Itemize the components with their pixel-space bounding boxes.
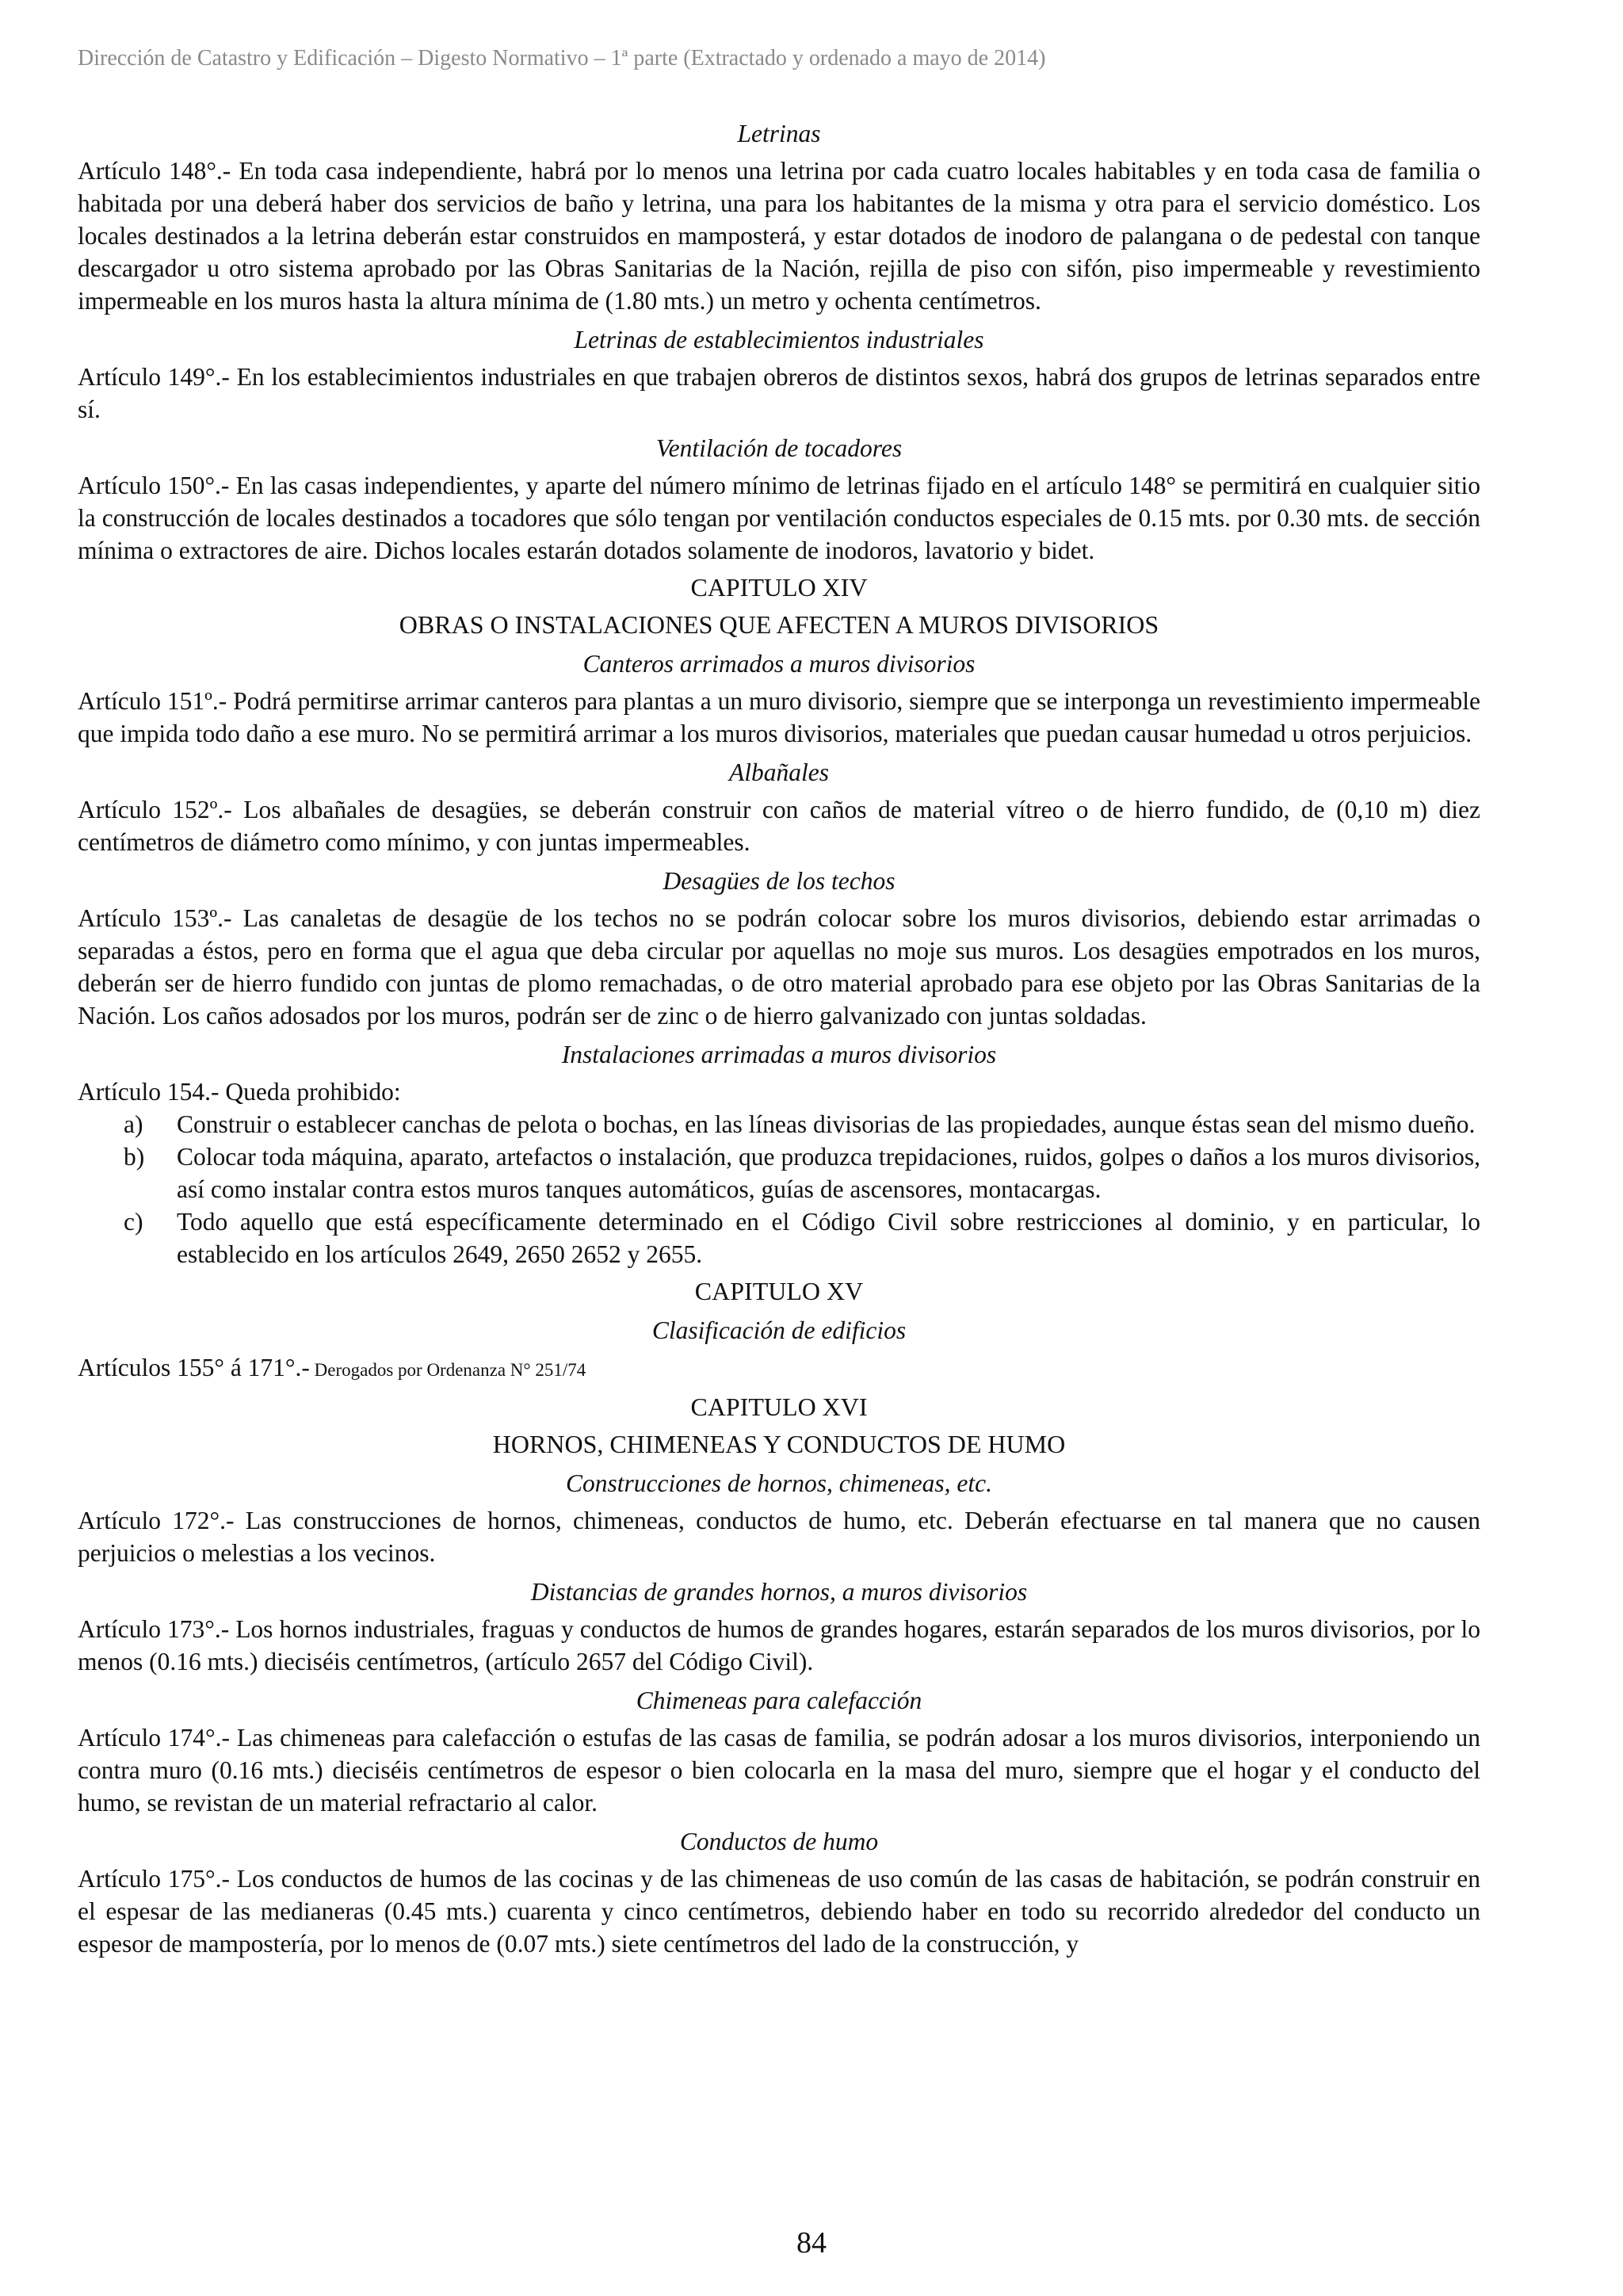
article-label: Artículo 174°.- (78, 1724, 231, 1752)
page-number: 84 (796, 2226, 827, 2260)
article-text: En toda casa independiente, habrá por lo menos una letrina por cada cuatro locales habitables y en toda casa de familia o habitada por una deberá haber dos servicios de baño y letrina, una para los habitantes de la misma y otra para el servicio doméstico. Los locales destinados a la letrina deberán estar construidos en mamposterá, y estar dotados de inodoro de palangana o de pedestal con tanque descargador u otro sistema aprobado por las Obras Sanitarias de la Nación, rejilla de piso con sifón, piso impermeable y revestimiento impermeable en los muros hasta la altura mínima de (1.80 mts.) un metro y ochenta centímetros. (78, 157, 1481, 315)
article-label: Artículos 155° á 171°.- (78, 1354, 310, 1381)
article-paragraph (78, 155, 1480, 317)
article-paragraph (78, 1721, 1480, 1819)
article-paragraph (78, 902, 1480, 1032)
article-label: Artículo 150°.- (78, 472, 230, 499)
section-subtitle: Instalaciones arrimadas a muros divisorios (561, 1041, 997, 1068)
article-text: Podrá permitirse arrimar canteros para plantas a un muro divisorio, siempre que se interponga un revestimiento impermeable que impida todo daño a ese muro. No se permitirá arrimar a los muros divisorios, materiales que puedan causar humedad u otros perjuicios. (78, 687, 1480, 747)
list-item (78, 1140, 1480, 1205)
list-item (78, 1108, 1480, 1140)
article-paragraph (78, 1351, 1480, 1386)
section-subtitle: Desagües de los techos (663, 867, 896, 895)
article-text: Los hornos industriales, fraguas y conductos de humos de grandes hogares, estarán separados de los muros divisorios, por lo menos (0.16 mts.) dieciséis centímetros, (artículo 2657 del Código Civil). (78, 1615, 1480, 1675)
list-item-text: Construir o establecer canchas de pelota o bochas, en las líneas divisorias de las propiedades, aunque éstas sean del mismo dueño. (177, 1110, 1476, 1138)
list-item-marker: b) (124, 1143, 145, 1171)
section-subtitle: Ventilación de tocadores (655, 434, 903, 462)
article-text: Los albañales de desagües, se deberán construir con caños de material vítreo o de hierro fundido, de (0,10 m) diez centímetros de diámetro como mínimo, y con juntas impermeables. (78, 796, 1481, 856)
article-label: Artículo 173°.- (78, 1615, 230, 1643)
chapter-heading: CAPITULO XVI (690, 1392, 868, 1421)
section-subtitle: Construcciones de hornos, chimeneas, etc. (565, 1469, 993, 1497)
article-paragraph (78, 1075, 1480, 1108)
list-item-text: Colocar toda máquina, aparato, artefactos o instalación, que produzca trepidaciones, ruidos, golpes o daños a los muros divisorios, así como instalar contra estos muros tanques automáticos, guías de ascensores, montacargas. (177, 1143, 1480, 1203)
article-label: Artículo 153º.- (78, 904, 232, 932)
article-paragraph (78, 1862, 1480, 1960)
list-item-marker: c) (124, 1208, 143, 1236)
section-subtitle: Chimeneas para calefacción (636, 1687, 922, 1714)
article-paragraph (78, 1504, 1480, 1569)
chapter-heading: CAPITULO XIV (690, 573, 868, 602)
section-subtitle: Albañales (729, 758, 829, 786)
section-subtitle: Distancias de grandes hornos, a muros divisorios (530, 1578, 1028, 1606)
article-label: Artículo 151º.- (78, 687, 227, 715)
article-label: Artículo 172°.- (78, 1507, 235, 1534)
article-label: Artículo 152º.- (78, 796, 232, 823)
chapter-heading: HORNOS, CHIMENEAS Y CONDUCTOS DE HUMO (492, 1430, 1066, 1458)
list-item-marker: a) (124, 1110, 143, 1138)
section-subtitle: Conductos de humo (679, 1828, 879, 1855)
article-text: En las casas independientes, y aparte del número mínimo de letrinas fijado en el artículo 148° se permitirá en cualquier sitio la construcción de locales destinados a tocadores que sólo tengan por ventilación conductos especiales de 0.15 mts. por 0.30 mts. de sección mínima o extractores de aire. Dichos locales estarán dotados solamente de inodoros, lavatorio y bidet. (78, 472, 1480, 564)
article-paragraph (78, 469, 1480, 567)
article-paragraph (78, 685, 1480, 750)
article-text: Las canaletas de desagüe de los techos no se podrán colocar sobre los muros divisorios, debiendo estar arrimadas o separadas a éstos, pero en forma que el agua que deba circular por aquellas no moje sus muros. Los desagües empotrados en los muros, deberán ser de hierro fundido con juntas de plomo remachadas, o de otro material aprobado para ese objeto por las Obras Sanitarias de la Nación. Los caños adosados por los muros, podrán ser de zinc o de hierro galvanizado con juntas soldadas. (78, 904, 1481, 1030)
section-subtitle: Clasificación de edificios (651, 1316, 907, 1344)
article-text: Los conductos de humos de las cocinas y de las chimeneas de uso común de las casas de habitación, se podrán construir en el espesar de las medianeras (0.45 mts.) cuarenta y cinco centímetros, debiendo haber en todo su recorrido alrededor del conducto un espesor de mampostería, por lo menos de (0.07 mts.) siete centímetros del lado de la construcción, y (78, 1865, 1480, 1958)
article-label: Artículo 154.- (78, 1078, 220, 1106)
article-note: Derogados por Ordenanza N° 251/74 (309, 1360, 586, 1380)
document-body (78, 111, 1480, 1960)
article-paragraph (78, 1613, 1480, 1678)
article-label: Artículo 149°.- (78, 363, 230, 391)
article-paragraph (78, 361, 1480, 426)
article-paragraph (78, 793, 1480, 858)
article-label: Artículo 175°.- (78, 1865, 230, 1893)
list-item (78, 1205, 1480, 1270)
article-label: Artículo 148°.- (78, 157, 231, 185)
section-subtitle: Letrinas de establecimientos industriales (574, 326, 984, 353)
prohibition-list (78, 1108, 1480, 1270)
list-item-text: Todo aquello que está específicamente determinado en el Código Civil sobre restricciones al dominio, y en particular, lo establecido en los artículos 2649, 2650 2652 y 2655. (177, 1208, 1480, 1268)
chapter-heading: CAPITULO XV (694, 1277, 864, 1305)
article-text: Las construcciones de hornos, chimeneas, conductos de humo, etc. Deberán efectuarse en tal manera que no causen perjuicios o melestias a los vecinos. (78, 1507, 1481, 1567)
chapter-heading: OBRAS O INSTALACIONES QUE AFECTEN A MUROS DIVISORIOS (399, 610, 1159, 639)
section-subtitle: Canteros arrimados a muros divisorios (582, 650, 976, 678)
running-header: Dirección de Catastro y Edificación – Digesto Normativo – 1ª parte (Extractado y ordenado a mayo de 2014) (78, 46, 1046, 71)
section-subtitle: Letrinas (737, 120, 821, 147)
article-text: Las chimeneas para calefacción o estufas de las casas de familia, se podrán adosar a los muros divisorios, interponiendo un contra muro (0.16 mts.) dieciséis centímetros de espesor o bien colocarla en la masa del muro, siempre que el hogar y el conducto del humo, se revistan de un material refractario al calor. (78, 1724, 1480, 1817)
article-text: En los establecimientos industriales en que trabajen obreros de distintos sexos, habrá dos grupos de letrinas separados entre sí. (78, 363, 1481, 423)
article-text: Queda prohibido: (219, 1078, 401, 1106)
